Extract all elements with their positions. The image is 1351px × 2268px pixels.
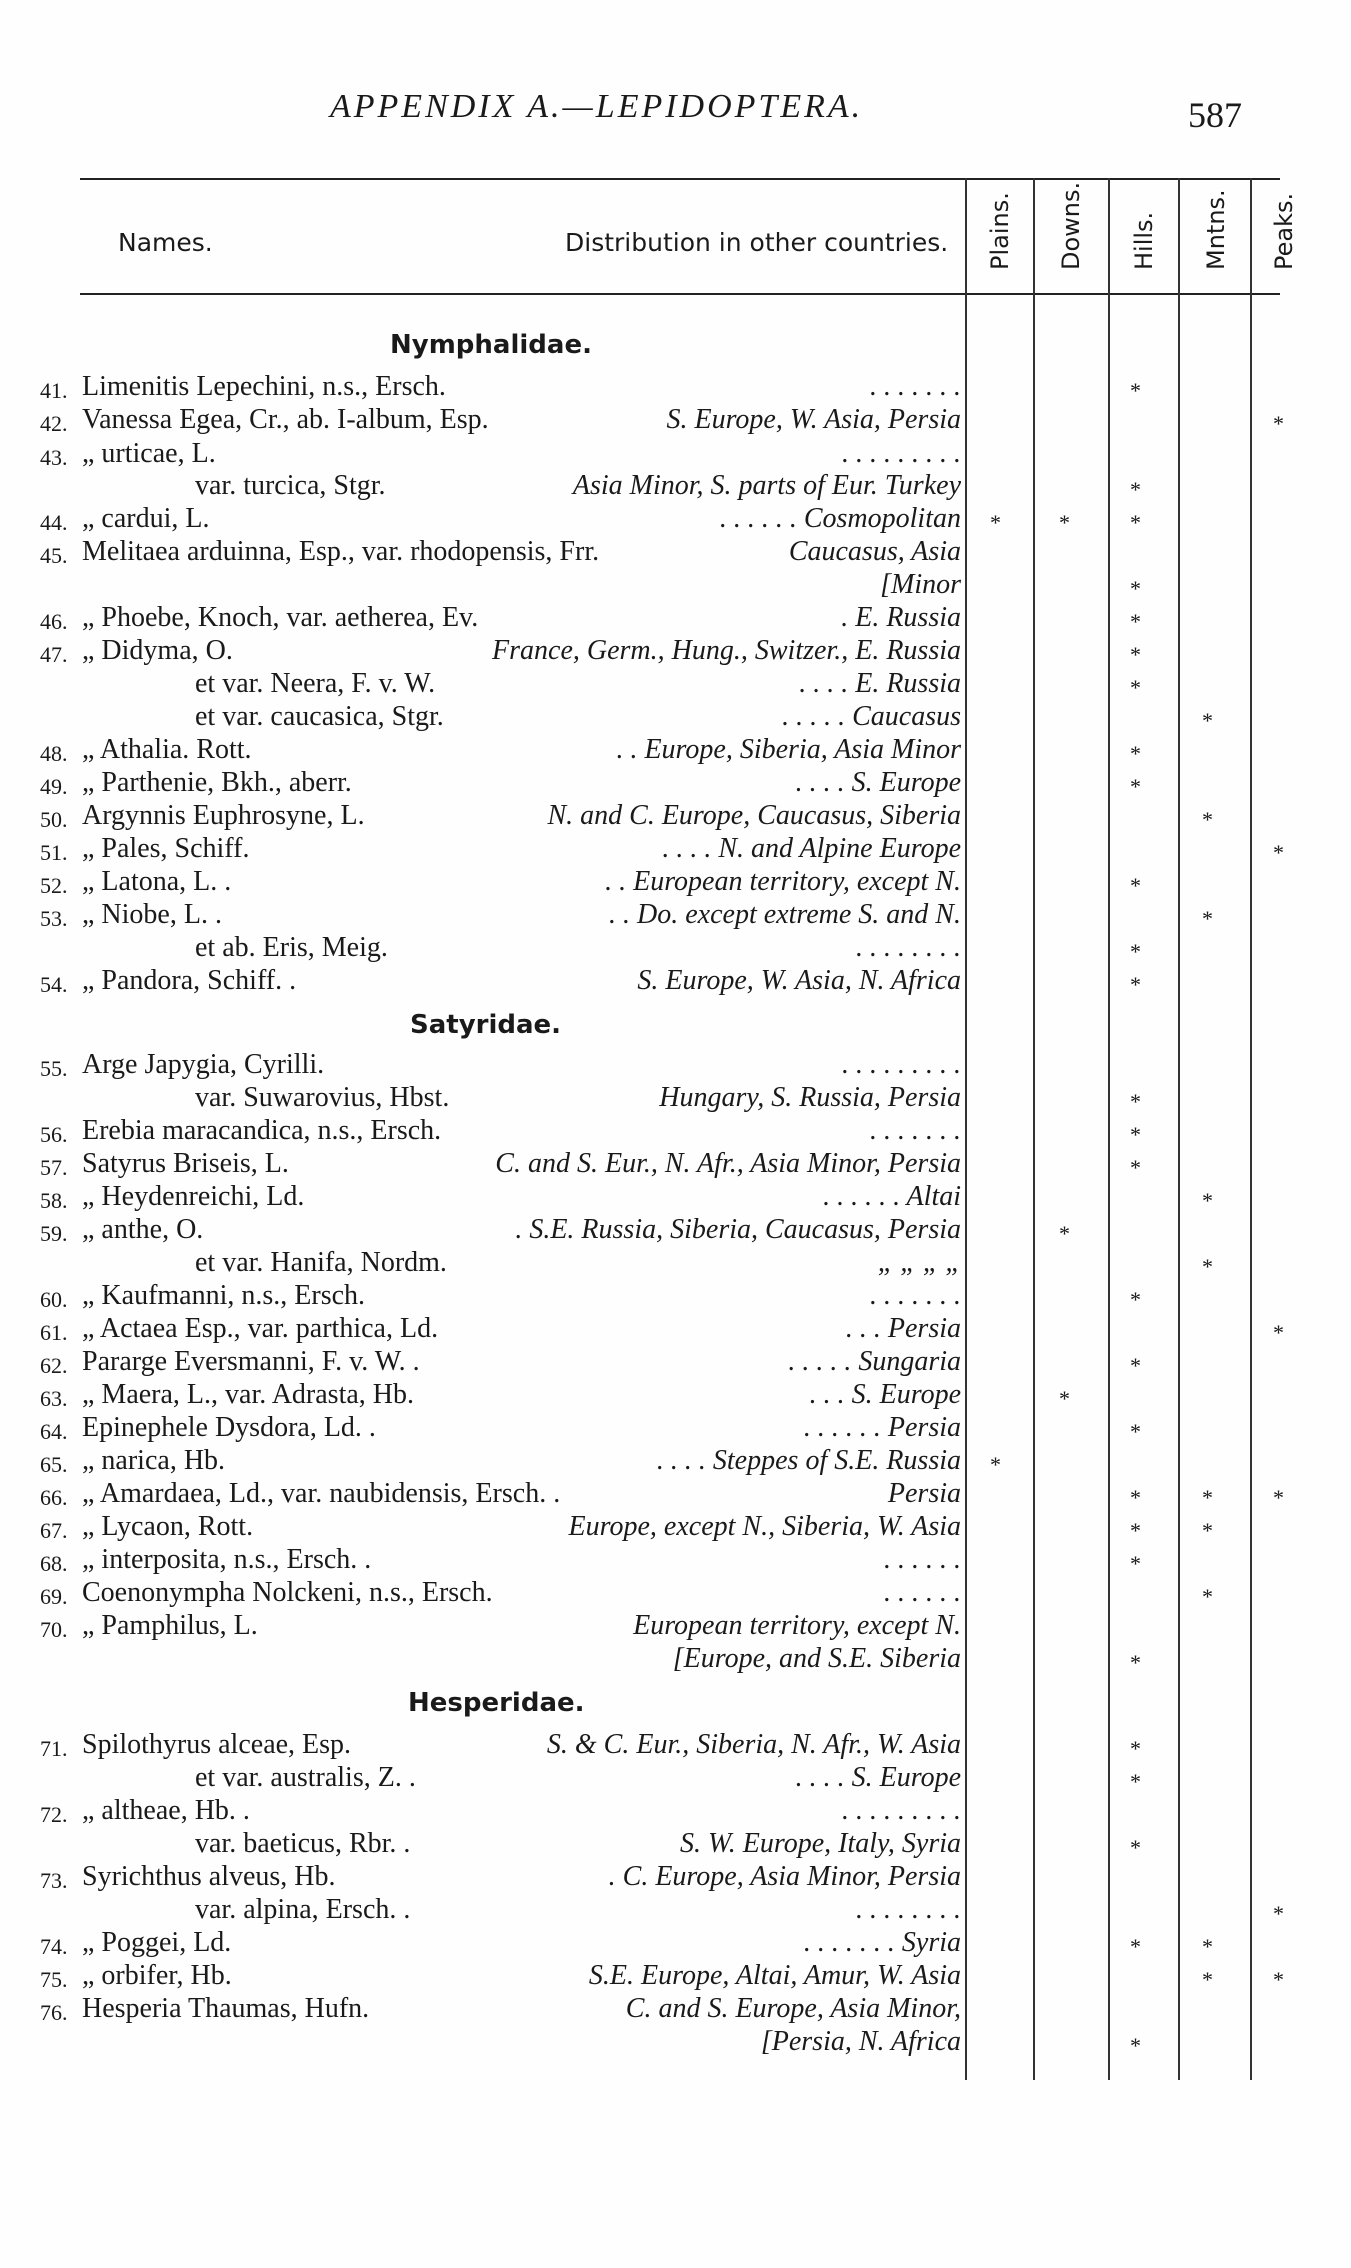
row-number: 51. (40, 840, 68, 865)
row-number: 52. (40, 873, 68, 898)
distribution-text: . . . . . . Persia (803, 1412, 961, 1443)
row-number: 65. (40, 1452, 68, 1477)
table-row (0, 1576, 1351, 1610)
distribution-text: S.E. Europe, Altai, Amur, W. Asia (588, 1960, 961, 1991)
row-number: 61. (40, 1320, 68, 1345)
occurrence-asterisk: * (1273, 1901, 1284, 1926)
row-number: 54. (40, 972, 68, 997)
species-name: „ urticae, L. (82, 438, 216, 469)
species-name: „ Pales, Schiff. (82, 833, 250, 864)
table-row (0, 931, 1351, 965)
occurrence-asterisk: * (1202, 708, 1213, 733)
species-name: var. Suwarovius, Hbst. (195, 1082, 450, 1113)
distribution-text: . . . . S. Europe (795, 767, 961, 798)
distribution-text: . . . . E. Russia (799, 668, 961, 699)
species-name: „ Athalia. Rott. (82, 734, 252, 765)
species-name: Satyrus Briseis, L. (82, 1148, 289, 1179)
table-top-rule (80, 178, 1280, 180)
occurrence-asterisk: * (990, 1452, 1001, 1477)
species-name: „ altheae, Hb. . (82, 1795, 250, 1826)
distribution-text: . . . S. Europe (809, 1379, 961, 1410)
occurrence-asterisk: * (1273, 1967, 1284, 1992)
row-number: 62. (40, 1353, 68, 1378)
row-number: 74. (40, 1934, 68, 1959)
species-name: var. turcica, Stgr. (195, 470, 386, 501)
distribution-text: . . . . . . . (870, 1280, 961, 1311)
family-heading: Satyridae. (410, 1010, 562, 1040)
row-number: 49. (40, 774, 68, 799)
species-name: Epinephele Dysdora, Ld. . (82, 1412, 376, 1443)
species-name: „ Poggei, Ld. (82, 1927, 232, 1958)
occurrence-asterisk: * (1130, 1485, 1141, 1510)
row-number: 45. (40, 543, 68, 568)
occurrence-asterisk: * (1130, 1122, 1141, 1147)
distribution-text: Caucasus, Asia (788, 536, 961, 567)
occurrence-asterisk: * (1202, 1934, 1213, 1959)
distribution-text: N. and C. Europe, Caucasus, Siberia (547, 800, 961, 831)
occurrence-asterisk: * (1130, 1551, 1141, 1576)
table-row (0, 1411, 1351, 1445)
species-name: „ Heydenreichi, Ld. (82, 1181, 305, 1212)
family-heading: Hesperidae. (408, 1688, 585, 1718)
table-row (0, 1279, 1351, 1313)
row-number: 42. (40, 411, 68, 436)
table-row (0, 1246, 1351, 1280)
distribution-text: . . . . . . (884, 1577, 961, 1608)
occurrence-asterisk: * (1130, 477, 1141, 502)
table-row (0, 1959, 1351, 1993)
occurrence-asterisk: * (1202, 1485, 1213, 1510)
distribution-text: [Persia, N. Africa (760, 2026, 961, 2057)
distribution-text: [Minor (880, 569, 961, 600)
species-name: et var. caucasica, Stgr. (195, 701, 444, 732)
distribution-column-header: Distribution in other countries. (565, 228, 949, 257)
table-row (0, 634, 1351, 668)
table-row (0, 1728, 1351, 1762)
distribution-text: . . . . . Sungaria (788, 1346, 961, 1377)
running-head (0, 88, 1351, 138)
occurrence-asterisk: * (1130, 642, 1141, 667)
distribution-text: S. Europe, W. Asia, N. Africa (637, 965, 961, 996)
occurrence-asterisk: * (1130, 1089, 1141, 1114)
species-name: var. baeticus, Rbr. . (195, 1828, 411, 1859)
species-name: et ab. Eris, Meig. (195, 932, 388, 963)
distribution-text: . . . . . . . Syria (803, 1927, 961, 1958)
row-number: 68. (40, 1551, 68, 1576)
distribution-text: Asia Minor, S. parts of Eur. Turkey (572, 470, 961, 501)
occurrence-asterisk: * (1130, 378, 1141, 403)
table-row (0, 502, 1351, 536)
species-name: Hesperia Thaumas, Hufn. (82, 1993, 370, 2024)
distribution-text: . . . . N. and Alpine Europe (662, 833, 961, 864)
row-number: 71. (40, 1736, 68, 1761)
distribution-text: . . . . . . Altai (823, 1181, 961, 1212)
distribution-text: Persia (887, 1478, 961, 1509)
row-number: 58. (40, 1188, 68, 1213)
distribution-text: . . . . . Caucasus (782, 701, 961, 732)
distribution-text: . E. Russia (841, 602, 961, 633)
occurrence-asterisk: * (1202, 1967, 1213, 1992)
row-number: 66. (40, 1485, 68, 1510)
occurrence-asterisk: * (1130, 1353, 1141, 1378)
table-row (0, 1378, 1351, 1412)
occurrence-asterisk: * (1130, 2033, 1141, 2058)
distribution-text: . . . . . . (884, 1544, 961, 1575)
distribution-text: S. W. Europe, Italy, Syria (679, 1828, 961, 1859)
table-row (0, 667, 1351, 701)
row-number: 67. (40, 1518, 68, 1543)
table-row (0, 766, 1351, 800)
occurrence-asterisk: * (1130, 939, 1141, 964)
row-number: 57. (40, 1155, 68, 1180)
downs-column-header: Downs. (1057, 181, 1085, 270)
row-number: 75. (40, 1967, 68, 1992)
occurrence-asterisk: * (1202, 1584, 1213, 1609)
family-heading: Nymphalidae. (390, 330, 592, 360)
species-name: „ interposita, n.s., Ersch. . (82, 1544, 372, 1575)
distribution-text: . . Do. except extreme S. and N. (609, 899, 961, 930)
distribution-text: C. and S. Europe, Asia Minor, (625, 1993, 961, 2024)
table-row (0, 2025, 1351, 2059)
occurrence-asterisk: * (1130, 675, 1141, 700)
mntns-column-header: Mntns. (1202, 189, 1230, 270)
occurrence-asterisk: * (1130, 1934, 1141, 1959)
distribution-text: . . . . . . Cosmopolitan (719, 503, 961, 534)
distribution-text: . . . . . . . . (856, 932, 961, 963)
species-name: „ Amardaea, Ld., var. naubidensis, Ersch. . (82, 1478, 561, 1509)
row-number: 64. (40, 1419, 68, 1444)
occurrence-asterisk: * (990, 510, 1001, 535)
table-row (0, 1992, 1351, 2026)
table-row (0, 865, 1351, 899)
species-name: Limenitis Lepechini, n.s., Ersch. (82, 371, 446, 402)
table-row (0, 1860, 1351, 1894)
species-name: Syrichthus alveus, Hb. (82, 1861, 336, 1892)
row-number: 47. (40, 642, 68, 667)
species-name: „ Kaufmanni, n.s., Ersch. (82, 1280, 366, 1311)
table-row (0, 799, 1351, 833)
species-name: Argynnis Euphrosyne, L. (82, 800, 365, 831)
distribution-text: Europe, except N., Siberia, W. Asia (568, 1511, 961, 1542)
page-title: APPENDIX A.—LEPIDOPTERA. (330, 88, 864, 125)
species-name: Pararge Eversmanni, F. v. W. . (82, 1346, 420, 1377)
occurrence-asterisk: * (1130, 576, 1141, 601)
table-row (0, 700, 1351, 734)
row-number: 50. (40, 807, 68, 832)
distribution-text: . . . . . . . . . (842, 1795, 961, 1826)
table-row (0, 1345, 1351, 1379)
occurrence-asterisk: * (1202, 1254, 1213, 1279)
occurrence-asterisk: * (1130, 1650, 1141, 1675)
distribution-text: . . Europe, Siberia, Asia Minor (616, 734, 961, 765)
distribution-text: S. Europe, W. Asia, Persia (666, 404, 961, 435)
distribution-text: „ „ „ „ (877, 1247, 961, 1278)
table-row (0, 1893, 1351, 1927)
species-name: „ Pamphilus, L. (82, 1610, 258, 1641)
table-row (0, 1444, 1351, 1478)
species-name: Spilothyrus alceae, Esp. (82, 1729, 352, 1760)
occurrence-asterisk: * (1130, 510, 1141, 535)
table-row (0, 1048, 1351, 1082)
row-number: 41. (40, 378, 68, 403)
occurrence-asterisk: * (1202, 906, 1213, 931)
distribution-text: . . . Persia (845, 1313, 961, 1344)
occurrence-asterisk: * (1202, 1188, 1213, 1213)
table-row (0, 1081, 1351, 1115)
occurrence-asterisk: * (1059, 1221, 1070, 1246)
occurrence-asterisk: * (1059, 1386, 1070, 1411)
occurrence-asterisk: * (1273, 1320, 1284, 1345)
table-row (0, 1761, 1351, 1795)
table-row (0, 370, 1351, 404)
table-row (0, 469, 1351, 503)
table-row (0, 1609, 1351, 1643)
hills-column-header: Hills. (1130, 211, 1158, 270)
row-number: 55. (40, 1056, 68, 1081)
row-number: 46. (40, 609, 68, 634)
species-name: „ Maera, L., var. Adrasta, Hb. (82, 1379, 414, 1410)
occurrence-asterisk: * (1130, 1155, 1141, 1180)
distribution-text: European territory, except N. (633, 1610, 961, 1641)
species-name: et var. Neera, F. v. W. (195, 668, 436, 699)
species-name: Melitaea arduinna, Esp., var. rhodopensis, Frr. (82, 536, 600, 567)
table-row (0, 964, 1351, 998)
distribution-text: S. & C. Eur., Siberia, N. Afr., W. Asia (546, 1729, 961, 1760)
species-name: „ anthe, O. (82, 1214, 204, 1245)
occurrence-asterisk: * (1130, 873, 1141, 898)
species-name: Erebia maracandica, n.s., Ersch. (82, 1115, 442, 1146)
occurrence-asterisk: * (1130, 741, 1141, 766)
species-name: Coenonympha Nolckeni, n.s., Ersch. (82, 1577, 493, 1608)
peaks-column-header: Peaks. (1270, 192, 1298, 270)
occurrence-asterisk: * (1130, 1419, 1141, 1444)
occurrence-asterisk: * (1130, 1287, 1141, 1312)
table-row (0, 568, 1351, 602)
table-row (0, 898, 1351, 932)
distribution-text: . C. Europe, Asia Minor, Persia (608, 1861, 961, 1892)
page-number: 587 (1188, 95, 1242, 135)
row-number: 73. (40, 1868, 68, 1893)
species-name: „ Didyma, O. (82, 635, 233, 666)
row-number: 76. (40, 2000, 68, 2025)
table-row (0, 1827, 1351, 1861)
row-number: 69. (40, 1584, 68, 1609)
table-row (0, 535, 1351, 569)
table-row (0, 733, 1351, 767)
species-name: et var. Hanifa, Nordm. (195, 1247, 447, 1278)
table-row (0, 1477, 1351, 1511)
row-number: 70. (40, 1617, 68, 1642)
table-row (0, 1926, 1351, 1960)
row-number: 59. (40, 1221, 68, 1246)
table-row (0, 1642, 1351, 1676)
species-name: „ orbifer, Hb. (82, 1960, 232, 1991)
table-row (0, 1510, 1351, 1544)
occurrence-asterisk: * (1273, 411, 1284, 436)
table-row (0, 403, 1351, 437)
row-number: 60. (40, 1287, 68, 1312)
row-number: 56. (40, 1122, 68, 1147)
occurrence-asterisk: * (1202, 1518, 1213, 1543)
species-name: „ Pandora, Schiff. . (82, 965, 297, 996)
species-name: Arge Japygia, Cyrilli. (82, 1049, 325, 1080)
table-row (0, 601, 1351, 635)
distribution-text: . . . . . . . . . (842, 1049, 961, 1080)
table-row (0, 1180, 1351, 1214)
species-name: „ Niobe, L. . (82, 899, 222, 930)
species-name: et var. australis, Z. . (195, 1762, 416, 1793)
distribution-text: . . . . . . . . (856, 1894, 961, 1925)
occurrence-asterisk: * (1202, 807, 1213, 832)
species-name: „ cardui, L. (82, 503, 210, 534)
distribution-text: Hungary, S. Russia, Persia (659, 1082, 961, 1113)
occurrence-asterisk: * (1130, 972, 1141, 997)
row-number: 44. (40, 510, 68, 535)
table-row (0, 1312, 1351, 1346)
distribution-text: . . . . . . . . . (842, 438, 961, 469)
distribution-text: [Europe, and S.E. Siberia (672, 1643, 961, 1674)
distribution-text: . S.E. Russia, Siberia, Caucasus, Persia (515, 1214, 961, 1245)
occurrence-asterisk: * (1059, 510, 1070, 535)
distribution-text: . . . . S. Europe (795, 1762, 961, 1793)
row-number: 48. (40, 741, 68, 766)
table-row (0, 437, 1351, 471)
table-row (0, 1543, 1351, 1577)
distribution-text: France, Germ., Hung., Switzer., E. Russia (492, 635, 961, 666)
species-name: „ Parthenie, Bkh., aberr. (82, 767, 352, 798)
species-name: „ Latona, L. . (82, 866, 232, 897)
distribution-text: . . . . Steppes of S.E. Russia (656, 1445, 961, 1476)
species-name: „ narica, Hb. (82, 1445, 226, 1476)
table-row (0, 1794, 1351, 1828)
names-column-header: Names. (118, 228, 213, 257)
row-number: 63. (40, 1386, 68, 1411)
distribution-text: . . . . . . . (870, 1115, 961, 1146)
occurrence-asterisk: * (1130, 1736, 1141, 1761)
occurrence-asterisk: * (1130, 1518, 1141, 1543)
row-number: 72. (40, 1802, 68, 1827)
distribution-text: . . . . . . . (870, 371, 961, 402)
plains-column-header: Plains. (986, 192, 1014, 270)
occurrence-asterisk: * (1273, 1485, 1284, 1510)
species-name: „ Actaea Esp., var. parthica, Ld. (82, 1313, 439, 1344)
occurrence-asterisk: * (1130, 609, 1141, 634)
occurrence-asterisk: * (1130, 1835, 1141, 1860)
species-name: „ Phoebe, Knoch, var. aetherea, Ev. (82, 602, 479, 633)
distribution-text: . . European territory, except N. (605, 866, 961, 897)
occurrence-asterisk: * (1130, 1769, 1141, 1794)
table-row (0, 1114, 1351, 1148)
occurrence-asterisk: * (1273, 840, 1284, 865)
table-row (0, 1213, 1351, 1247)
table-header-rule (80, 293, 1280, 295)
occurrence-asterisk: * (1130, 774, 1141, 799)
species-name: var. alpina, Ersch. . (195, 1894, 411, 1925)
species-name: Vanessa Egea, Cr., ab. I-album, Esp. (82, 404, 489, 435)
distribution-text: C. and S. Eur., N. Afr., Asia Minor, Persia (495, 1148, 961, 1179)
table-row (0, 1147, 1351, 1181)
table-row (0, 832, 1351, 866)
row-number: 43. (40, 445, 68, 470)
species-name: „ Lycaon, Rott. (82, 1511, 254, 1542)
row-number: 53. (40, 906, 68, 931)
